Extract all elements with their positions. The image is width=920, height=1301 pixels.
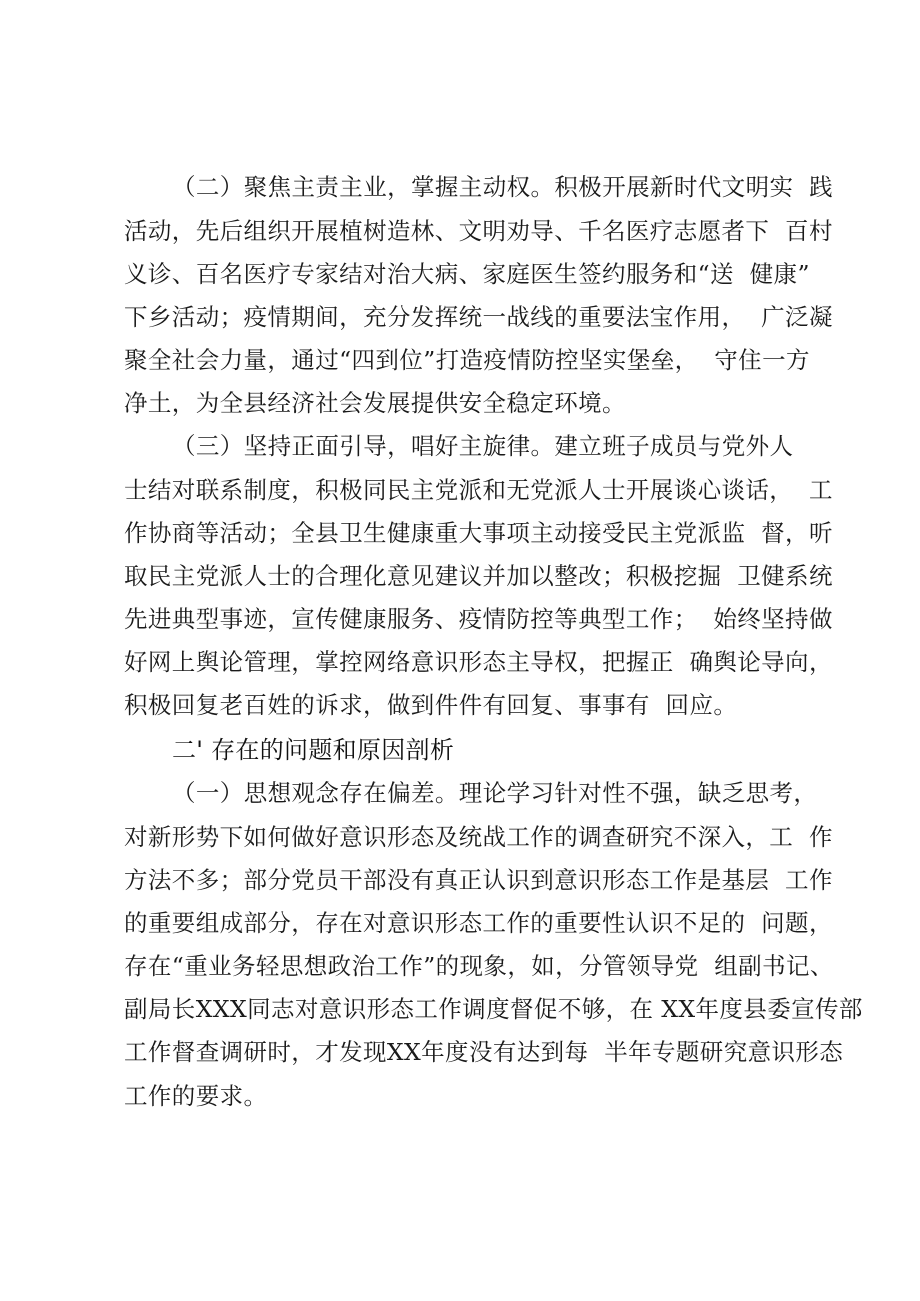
text-line: 下乡活动；疫情期间，充分发挥统一战线的重要法宝作用， 广泛凝 xyxy=(124,303,833,331)
section-heading: 二' 存在的问题和原因剖析 xyxy=(172,736,455,764)
text-line: 副局长XXX同志对意识形态工作调度督促不够，在 XX年度县委宣传部 xyxy=(124,995,863,1023)
text-line: （二）聚焦主责主业，掌握主动权。积极开展新时代文明实 践 xyxy=(172,173,834,201)
text-line: 士结对联系制度，积极同民主党派和无党派人士开展谈心谈话， 工 xyxy=(124,476,833,504)
text-line: 先进典型事迹，宣传健康服务、疫情防控等典型工作； 始终坚持做 xyxy=(124,605,833,633)
text-line: 作协商等活动；全县卫生健康重大事项主动接受民主党派监 督，听 xyxy=(124,519,833,547)
text-line: 取民主党派人士的合理化意见建议并加以整改；积极挖掘 卫健系统 xyxy=(124,562,833,590)
text-line: 好网上舆论管理，掌控网络意识形态主导权，把握正 确舆论导向， xyxy=(124,648,833,676)
text-line: （三）坚持正面引导，唱好主旋律。建立班子成员与党外人 xyxy=(172,432,794,460)
text-line: 对新形势下如何做好意识形态及统战工作的调查研究不深入，工 作 xyxy=(124,823,833,851)
text-line: 义诊、百名医疗专家结对治大病、家庭医生签约服务和“送 健康” xyxy=(124,260,810,288)
text-line: 方法不多；部分党员干部没有真正认识到意识形态工作是基层 工作 xyxy=(124,866,833,894)
text-line: 的重要组成部分，存在对意识形态工作的重要性认识不足的 问题， xyxy=(124,909,833,937)
text-line: 工作的要求。 xyxy=(124,1082,268,1110)
text-line: 工作督查调研时，才发现XX年度没有达到每 半年专题研究意识形态 xyxy=(124,1038,844,1066)
text-line: （一）思想观念存在偏差。理论学习针对性不强，缺乏思考， xyxy=(172,779,818,807)
text-line: 积极回复老百姓的诉求，做到件件有回复、事事有 回应。 xyxy=(124,691,738,719)
text-line: 聚全社会力量，通过“四到位”打造疫情防控坚实堡垒， 守住一方 xyxy=(124,346,810,374)
text-line: 净土，为全县经济社会发展提供安全稳定环境。 xyxy=(124,389,626,417)
text-line: 存在“重业务轻思想政治工作”的现象，如，分管领导党 组副书记、 xyxy=(124,952,834,980)
text-line: 活动，先后组织开展植树造林、文明劝导、千名医疗志愿者下 百村 xyxy=(124,217,833,245)
